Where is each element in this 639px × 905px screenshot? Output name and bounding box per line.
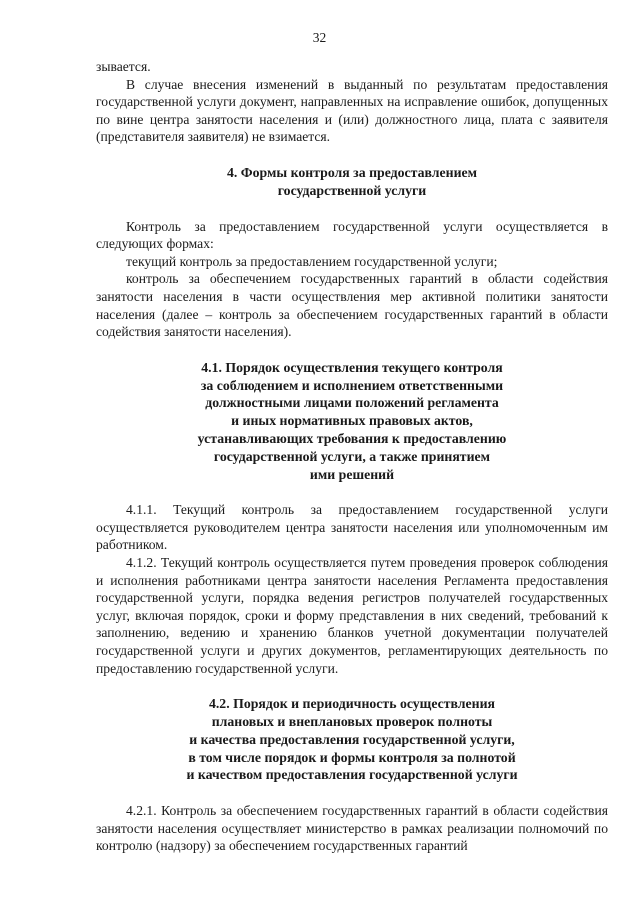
page-content (96, 58, 608, 855)
heading-line: устанавливающих требования к предоставлению (197, 430, 507, 446)
heading-line: за соблюдением и исполнением ответственными (200, 377, 504, 393)
paragraph-4-1-2: 4.1.2. Текущий контроль осуществляется путем проведения проверок соблюдения и исполнения работниками центра занятости населения Регламента предоставления государственной услуги, порядка ведения регистров получателей государственных услуг, включая порядок, сроки и форму представления в них сведений, требований к заполнению, ведению и хранению бланков учетной документации получателей государственной услуги и других документов, регламентирующих деятельность по предоставлению государственной услуги. (96, 555, 608, 676)
paragraph-control-forms: Контроль за предоставлением государственной услуги осуществляется в следующих формах: (96, 218, 608, 252)
section-heading-4-2 (96, 695, 608, 784)
page-number: 32 (312, 30, 327, 45)
paragraph-fee-note: В случае внесения изменений в выданный по результатам предоставления государственной услуги документ, направленных на исправление ошибок, допущенных по вине центра занятости населения и (или) должностного лица, плата с заявителя (представителя заявителя) не взимается. (96, 76, 608, 145)
heading-line: должностными лицами положений регламента (205, 395, 499, 411)
heading-line: государственной услуги, а также принятием (213, 448, 491, 464)
heading-line: и качеством предоставления государственной услуги (186, 767, 518, 783)
paragraph-4-2-1: 4.2.1. Контроль за обеспечением государственных гарантий в области содействия занятости населения осуществляет министерство в рамках реализации полномочий по контролю (надзору) за обеспечением государственных гарантий (96, 803, 608, 854)
paragraph-current-control: текущий контроль за предоставлением государственной услуги; (126, 253, 498, 269)
heading-line: плановых и внеплановых проверок полноты (211, 714, 493, 730)
heading-line: 4.1. Порядок осуществления текущего контроля (201, 359, 503, 375)
heading-line: 4.2. Порядок и периодичность осуществления (208, 696, 496, 712)
heading-line: и качества предоставления государственной услуги, (189, 731, 515, 747)
paragraph-guarantee-control: контроль за обеспечением государственных гарантий в области содействия занятости населения в части осуществления мер активной политики занятости населения (далее – контроль за обеспечением государственных гарантий в области содействия занятости населения). (96, 271, 608, 340)
heading-line: в том числе порядок и формы контроля за полнотой (188, 749, 516, 765)
paragraph-continuation: зывается. (96, 59, 151, 74)
heading-line: 4. Формы контроля за предоставлением (226, 164, 478, 180)
section-heading-4-1 (96, 359, 608, 484)
heading-line: ими решений (309, 466, 395, 482)
heading-line: государственной услуги (277, 182, 427, 198)
section-heading-4 (96, 164, 608, 200)
heading-line: и иных нормативных правовых актов, (231, 413, 473, 429)
paragraph-4-1-1: 4.1.1. Текущий контроль за предоставлением государственной услуги осуществляется руководителем центра занятости населения или уполномоченным им работником. (96, 502, 608, 553)
